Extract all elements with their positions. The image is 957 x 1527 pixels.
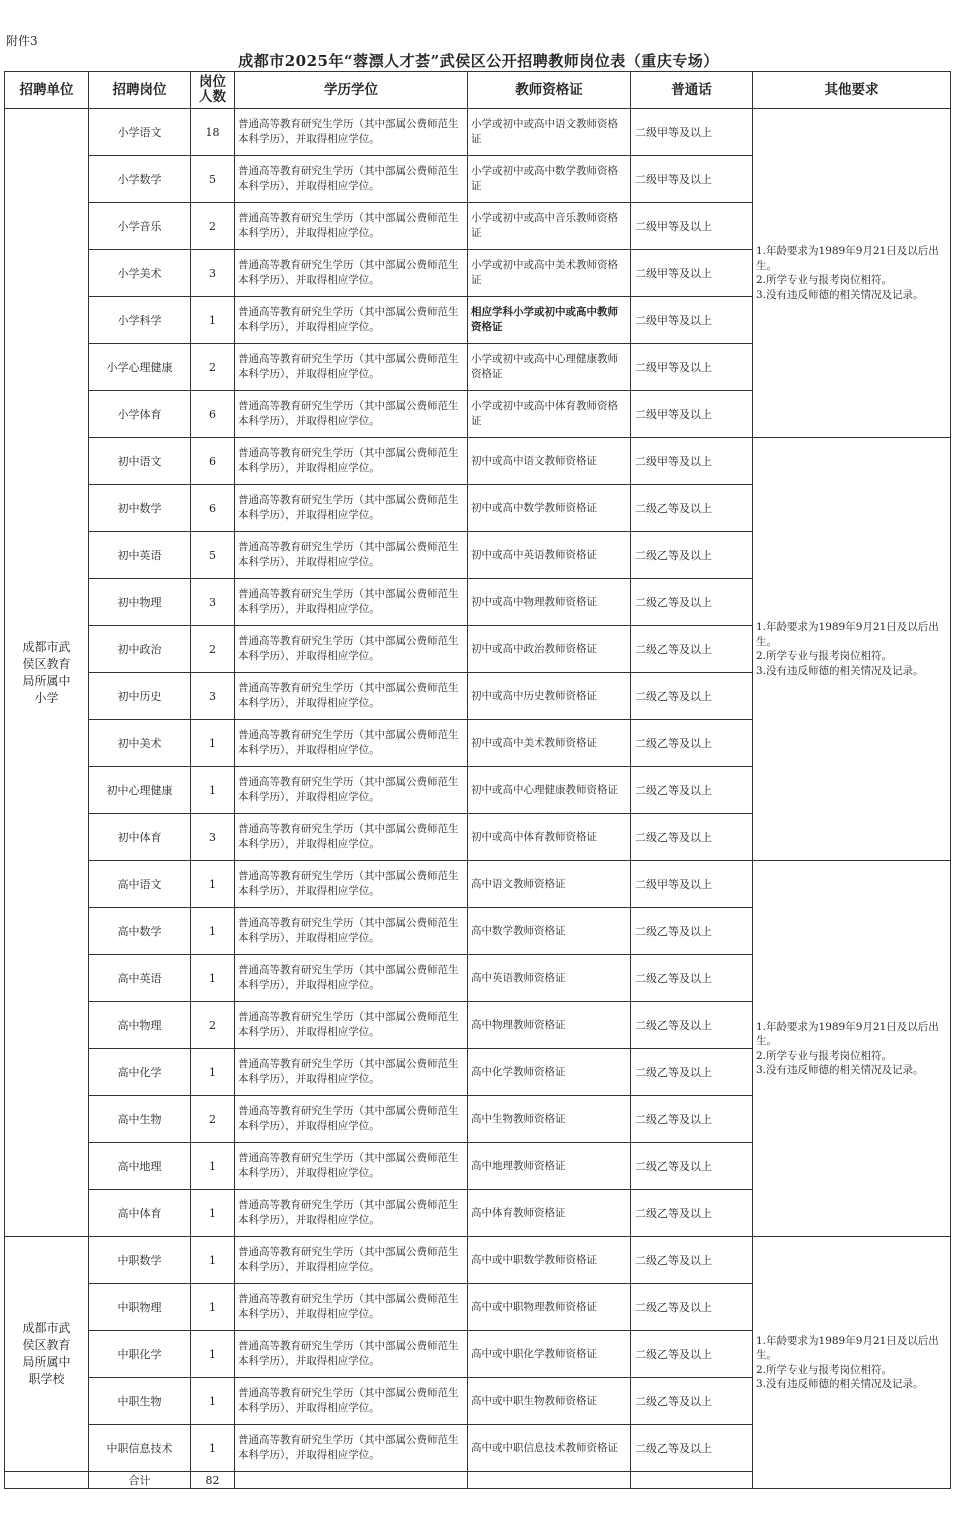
position-cell: 中职数学 — [89, 1237, 191, 1284]
certificate-cell: 小学或初中或高中美术教师资格证 — [468, 250, 631, 297]
table-row — [5, 1237, 951, 1284]
education-cell: 普通高等教育研究生学历（其中部属公费师范生本科学历），并取得相应学位。 — [235, 1378, 468, 1425]
other-requirements-cell — [753, 861, 951, 1237]
education-cell: 普通高等教育研究生学历（其中部属公费师范生本科学历），并取得相应学位。 — [235, 626, 468, 673]
header-row — [5, 72, 951, 109]
position-cell: 小学美术 — [89, 250, 191, 297]
education-cell: 普通高等教育研究生学历（其中部属公费师范生本科学历），并取得相应学位。 — [235, 250, 468, 297]
education-cell: 普通高等教育研究生学历（其中部属公费师范生本科学历），并取得相应学位。 — [235, 579, 468, 626]
table-body — [5, 109, 951, 1489]
position-cell: 中职信息技术 — [89, 1425, 191, 1472]
position-cell: 高中地理 — [89, 1143, 191, 1190]
certificate-cell: 小学或初中或高中音乐教师资格证 — [468, 203, 631, 250]
mandarin-cell: 二级甲等及以上 — [631, 861, 753, 908]
education-cell: 普通高等教育研究生学历（其中部属公费师范生本科学历），并取得相应学位。 — [235, 955, 468, 1002]
certificate-cell: 初中或高中英语教师资格证 — [468, 532, 631, 579]
mandarin-cell: 二级甲等及以上 — [631, 109, 753, 156]
position-cell: 高中生物 — [89, 1096, 191, 1143]
education-cell: 普通高等教育研究生学历（其中部属公费师范生本科学历），并取得相应学位。 — [235, 1284, 468, 1331]
position-cell: 小学体育 — [89, 391, 191, 438]
mandarin-cell: 二级乙等及以上 — [631, 1190, 753, 1237]
education-cell: 普通高等教育研究生学历（其中部属公费师范生本科学历），并取得相应学位。 — [235, 1425, 468, 1472]
certificate-cell: 初中或高中数学教师资格证 — [468, 485, 631, 532]
certificate-cell: 高中语文教师资格证 — [468, 861, 631, 908]
education-cell: 普通高等教育研究生学历（其中部属公费师范生本科学历），并取得相应学位。 — [235, 109, 468, 156]
certificate-cell: 高中体育教师资格证 — [468, 1190, 631, 1237]
mandarin-cell: 二级乙等及以上 — [631, 1425, 753, 1472]
certificate-cell: 初中或高中语文教师资格证 — [468, 438, 631, 485]
position-cell: 小学语文 — [89, 109, 191, 156]
mandarin-cell: 二级乙等及以上 — [631, 814, 753, 861]
count-cell: 1 — [191, 908, 235, 955]
certificate-cell: 高中英语教师资格证 — [468, 955, 631, 1002]
mandarin-cell: 二级乙等及以上 — [631, 1143, 753, 1190]
requirement-line: 1.年龄要求为1989年9月21日及以后出生。 — [756, 245, 939, 272]
position-cell: 中职物理 — [89, 1284, 191, 1331]
education-cell: 普通高等教育研究生学历（其中部属公费师范生本科学历），并取得相应学位。 — [235, 156, 468, 203]
total-blank — [631, 1472, 753, 1489]
position-cell: 初中历史 — [89, 673, 191, 720]
education-cell: 普通高等教育研究生学历（其中部属公费师范生本科学历），并取得相应学位。 — [235, 1049, 468, 1096]
requirement-line: 3.没有违反师德的相关情况及记录。 — [756, 1064, 924, 1076]
count-cell: 1 — [191, 1331, 235, 1378]
header-certificate: 教师资格证 — [468, 72, 631, 109]
education-cell: 普通高等教育研究生学历（其中部属公费师范生本科学历），并取得相应学位。 — [235, 861, 468, 908]
position-cell: 高中数学 — [89, 908, 191, 955]
requirement-line: 3.没有违反师德的相关情况及记录。 — [756, 664, 924, 677]
certificate-cell: 高中或中职信息技术教师资格证 — [468, 1425, 631, 1472]
count-cell: 6 — [191, 391, 235, 438]
mandarin-cell: 二级乙等及以上 — [631, 579, 753, 626]
mandarin-cell: 二级甲等及以上 — [631, 297, 753, 344]
education-cell: 普通高等教育研究生学历（其中部属公费师范生本科学历），并取得相应学位。 — [235, 485, 468, 532]
count-cell: 2 — [191, 1002, 235, 1049]
education-cell: 普通高等教育研究生学历（其中部属公费师范生本科学历），并取得相应学位。 — [235, 1237, 468, 1284]
certificate-cell: 相应学科小学或初中或高中教师资格证 — [468, 297, 631, 344]
mandarin-cell: 二级乙等及以上 — [631, 673, 753, 720]
mandarin-cell: 二级甲等及以上 — [631, 344, 753, 391]
education-cell: 普通高等教育研究生学历（其中部属公费师范生本科学历），并取得相应学位。 — [235, 814, 468, 861]
position-cell: 初中美术 — [89, 720, 191, 767]
certificate-cell: 小学或初中或高中语文教师资格证 — [468, 109, 631, 156]
count-cell: 2 — [191, 626, 235, 673]
certificate-cell: 小学或初中或高中心理健康教师资格证 — [468, 344, 631, 391]
total-count: 82 — [191, 1472, 235, 1489]
count-cell: 6 — [191, 438, 235, 485]
mandarin-cell: 二级乙等及以上 — [631, 908, 753, 955]
count-cell: 1 — [191, 1237, 235, 1284]
count-cell: 1 — [191, 1378, 235, 1425]
education-cell: 普通高等教育研究生学历（其中部属公费师范生本科学历），并取得相应学位。 — [235, 1331, 468, 1378]
position-cell: 高中语文 — [89, 861, 191, 908]
certificate-cell: 高中地理教师资格证 — [468, 1143, 631, 1190]
other-requirements-cell — [753, 438, 951, 861]
certificate-cell: 初中或高中历史教师资格证 — [468, 673, 631, 720]
certificate-cell: 高中或中职化学教师资格证 — [468, 1331, 631, 1378]
position-cell: 初中语文 — [89, 438, 191, 485]
certificate-cell: 高中数学教师资格证 — [468, 908, 631, 955]
education-cell: 普通高等教育研究生学历（其中部属公费师范生本科学历），并取得相应学位。 — [235, 1096, 468, 1143]
header-other: 其他要求 — [753, 72, 951, 109]
mandarin-cell: 二级乙等及以上 — [631, 767, 753, 814]
requirement-line: 2.所学专业与报考岗位相符。 — [756, 1363, 893, 1376]
page-title: 成都市2025年“蓉漂人才荟”武侯区公开招聘教师岗位表（重庆专场） — [238, 52, 719, 70]
education-cell: 普通高等教育研究生学历（其中部属公费师范生本科学历），并取得相应学位。 — [235, 532, 468, 579]
education-cell: 普通高等教育研究生学历（其中部属公费师范生本科学历），并取得相应学位。 — [235, 720, 468, 767]
certificate-cell: 初中或高中物理教师资格证 — [468, 579, 631, 626]
other-requirements-cell — [753, 109, 951, 438]
count-cell: 1 — [191, 1425, 235, 1472]
table-row — [5, 861, 951, 908]
attachment-label: 附件3 — [6, 34, 38, 48]
count-cell: 3 — [191, 250, 235, 297]
total-label: 合计 — [89, 1472, 191, 1489]
requirement-line: 1.年龄要求为1989年9月21日及以后出生。 — [756, 1020, 939, 1047]
count-cell: 1 — [191, 297, 235, 344]
education-cell: 普通高等教育研究生学历（其中部属公费师范生本科学历），并取得相应学位。 — [235, 908, 468, 955]
certificate-cell: 高中物理教师资格证 — [468, 1002, 631, 1049]
count-cell: 3 — [191, 579, 235, 626]
header-education: 学历学位 — [235, 72, 468, 109]
requirement-line: 1.年龄要求为1989年9月21日及以后出生。 — [756, 621, 939, 648]
position-cell: 初中政治 — [89, 626, 191, 673]
mandarin-cell: 二级乙等及以上 — [631, 1002, 753, 1049]
count-cell: 5 — [191, 156, 235, 203]
mandarin-cell: 二级甲等及以上 — [631, 391, 753, 438]
count-cell: 1 — [191, 1284, 235, 1331]
certificate-cell: 小学或初中或高中体育教师资格证 — [468, 391, 631, 438]
count-cell: 3 — [191, 814, 235, 861]
total-blank — [235, 1472, 468, 1489]
requirement-line: 2.所学专业与报考岗位相符。 — [756, 274, 893, 286]
count-cell: 1 — [191, 720, 235, 767]
header-count: 岗位人数 — [191, 72, 235, 109]
education-cell: 普通高等教育研究生学历（其中部属公费师范生本科学历），并取得相应学位。 — [235, 297, 468, 344]
certificate-cell: 初中或高中体育教师资格证 — [468, 814, 631, 861]
mandarin-cell: 二级乙等及以上 — [631, 1331, 753, 1378]
certificate-cell: 高中或中职数学教师资格证 — [468, 1237, 631, 1284]
certificate-cell: 初中或高中美术教师资格证 — [468, 720, 631, 767]
count-cell: 1 — [191, 767, 235, 814]
position-cell: 中职生物 — [89, 1378, 191, 1425]
education-cell: 普通高等教育研究生学历（其中部属公费师范生本科学历），并取得相应学位。 — [235, 1190, 468, 1237]
position-cell: 初中体育 — [89, 814, 191, 861]
mandarin-cell: 二级甲等及以上 — [631, 156, 753, 203]
mandarin-cell: 二级乙等及以上 — [631, 1049, 753, 1096]
count-cell: 1 — [191, 1143, 235, 1190]
table-row — [5, 109, 951, 156]
education-cell: 普通高等教育研究生学历（其中部属公费师范生本科学历），并取得相应学位。 — [235, 344, 468, 391]
unit-cell: 成都市武侯区教育局所属中小学 — [5, 109, 89, 1237]
mandarin-cell: 二级乙等及以上 — [631, 1237, 753, 1284]
mandarin-cell: 二级乙等及以上 — [631, 1378, 753, 1425]
position-cell: 中职化学 — [89, 1331, 191, 1378]
certificate-cell: 初中或高中政治教师资格证 — [468, 626, 631, 673]
total-blank — [5, 1472, 89, 1489]
mandarin-cell: 二级甲等及以上 — [631, 438, 753, 485]
mandarin-cell: 二级甲等及以上 — [631, 250, 753, 297]
position-cell: 高中英语 — [89, 955, 191, 1002]
position-cell: 高中体育 — [89, 1190, 191, 1237]
mandarin-cell: 二级乙等及以上 — [631, 626, 753, 673]
count-cell: 1 — [191, 1049, 235, 1096]
mandarin-cell: 二级乙等及以上 — [631, 1096, 753, 1143]
education-cell: 普通高等教育研究生学历（其中部属公费师范生本科学历），并取得相应学位。 — [235, 673, 468, 720]
recruitment-table — [4, 71, 951, 1489]
position-cell: 小学数学 — [89, 156, 191, 203]
mandarin-cell: 二级乙等及以上 — [631, 720, 753, 767]
certificate-cell: 初中或高中心理健康教师资格证 — [468, 767, 631, 814]
header-unit: 招聘单位 — [5, 72, 89, 109]
certificate-cell: 高中或中职生物教师资格证 — [468, 1378, 631, 1425]
mandarin-cell: 二级乙等及以上 — [631, 485, 753, 532]
count-cell: 18 — [191, 109, 235, 156]
education-cell: 普通高等教育研究生学历（其中部属公费师范生本科学历），并取得相应学位。 — [235, 767, 468, 814]
position-cell: 初中心理健康 — [89, 767, 191, 814]
count-cell: 1 — [191, 955, 235, 1002]
requirement-line: 3.没有违反师德的相关情况及记录。 — [756, 1378, 924, 1390]
position-cell: 小学音乐 — [89, 203, 191, 250]
education-cell: 普通高等教育研究生学历（其中部属公费师范生本科学历），并取得相应学位。 — [235, 1002, 468, 1049]
position-cell: 高中化学 — [89, 1049, 191, 1096]
certificate-cell: 高中化学教师资格证 — [468, 1049, 631, 1096]
position-cell: 初中物理 — [89, 579, 191, 626]
education-cell: 普通高等教育研究生学历（其中部属公费师范生本科学历），并取得相应学位。 — [235, 203, 468, 250]
count-cell: 1 — [191, 1190, 235, 1237]
education-cell: 普通高等教育研究生学历（其中部属公费师范生本科学历），并取得相应学位。 — [235, 438, 468, 485]
education-cell: 普通高等教育研究生学历（其中部属公费师范生本科学历），并取得相应学位。 — [235, 391, 468, 438]
count-cell: 2 — [191, 1096, 235, 1143]
total-blank — [468, 1472, 631, 1489]
count-cell: 5 — [191, 532, 235, 579]
requirement-line: 3.没有违反师德的相关情况及记录。 — [756, 288, 924, 301]
mandarin-cell: 二级乙等及以上 — [631, 955, 753, 1002]
unit-cell: 成都市武侯区教育局所属中职学校 — [5, 1237, 89, 1472]
certificate-cell: 小学或初中或高中数学教师资格证 — [468, 156, 631, 203]
position-cell: 小学科学 — [89, 297, 191, 344]
mandarin-cell: 二级甲等及以上 — [631, 203, 753, 250]
count-cell: 2 — [191, 344, 235, 391]
position-cell: 初中数学 — [89, 485, 191, 532]
position-cell: 高中物理 — [89, 1002, 191, 1049]
header-position: 招聘岗位 — [89, 72, 191, 109]
other-requirements-cell — [753, 1237, 951, 1489]
certificate-cell: 高中或中职物理教师资格证 — [468, 1284, 631, 1331]
table-row — [5, 438, 951, 485]
count-cell: 2 — [191, 203, 235, 250]
requirement-line: 2.所学专业与报考岗位相符。 — [756, 1049, 893, 1062]
mandarin-cell: 二级乙等及以上 — [631, 1284, 753, 1331]
certificate-cell: 高中生物教师资格证 — [468, 1096, 631, 1143]
mandarin-cell: 二级乙等及以上 — [631, 532, 753, 579]
position-cell: 初中英语 — [89, 532, 191, 579]
requirement-line: 2.所学专业与报考岗位相符。 — [756, 650, 893, 662]
count-cell: 3 — [191, 673, 235, 720]
position-cell: 小学心理健康 — [89, 344, 191, 391]
count-cell: 1 — [191, 861, 235, 908]
header-mandarin: 普通话 — [631, 72, 753, 109]
requirement-line: 1.年龄要求为1989年9月21日及以后出生。 — [756, 1334, 939, 1361]
education-cell: 普通高等教育研究生学历（其中部属公费师范生本科学历），并取得相应学位。 — [235, 1143, 468, 1190]
count-cell: 6 — [191, 485, 235, 532]
